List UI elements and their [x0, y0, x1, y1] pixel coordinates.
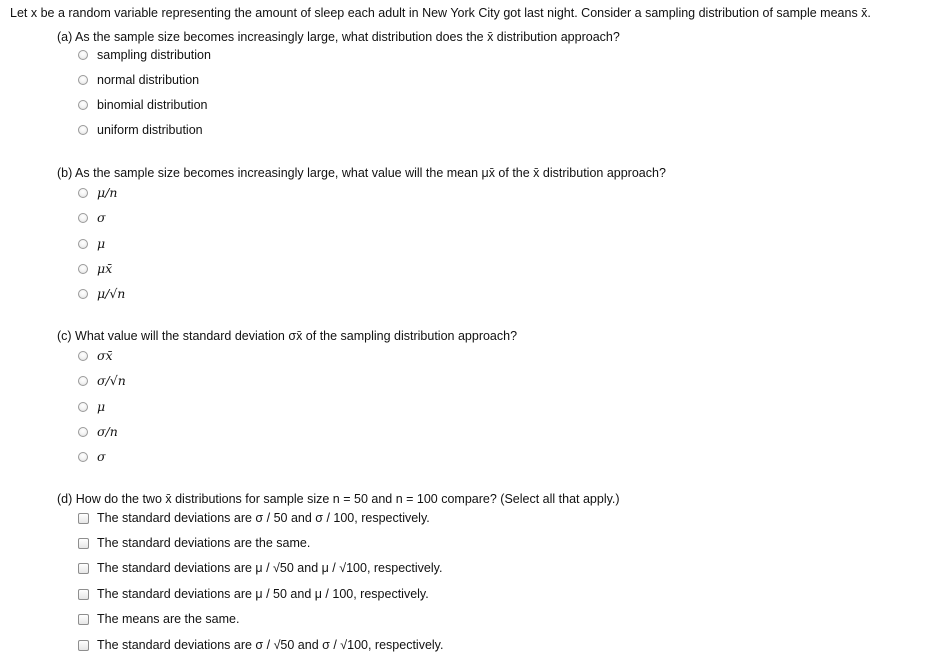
- radio-button[interactable]: [78, 376, 88, 386]
- option-a-2[interactable]: [78, 73, 199, 87]
- option-c-2[interactable]: [78, 373, 126, 388]
- checkbox[interactable]: [78, 589, 89, 600]
- option-label: σ: [97, 210, 106, 225]
- option-label: uniform distribution: [97, 123, 203, 137]
- radio-button[interactable]: [78, 50, 88, 60]
- option-label: σ/√n: [97, 373, 126, 388]
- option-label: σ/n: [97, 424, 118, 439]
- option-c-5[interactable]: [78, 449, 106, 464]
- option-label: The standard deviations are μ / 50 and μ / 100, respectively.: [97, 587, 429, 601]
- option-d-2[interactable]: [78, 536, 310, 550]
- option-d-4[interactable]: [78, 587, 429, 601]
- option-d-5[interactable]: [78, 612, 239, 626]
- radio-button[interactable]: [78, 125, 88, 135]
- radio-button[interactable]: [78, 402, 88, 412]
- checkbox[interactable]: [78, 538, 89, 549]
- option-label: μ/√n: [97, 286, 126, 301]
- option-d-1[interactable]: [78, 511, 430, 525]
- radio-button[interactable]: [78, 213, 88, 223]
- option-label: binomial distribution: [97, 98, 208, 112]
- option-label: The standard deviations are the same.: [97, 536, 311, 550]
- checkbox[interactable]: [78, 563, 89, 574]
- option-c-3[interactable]: [78, 399, 105, 414]
- option-a-4[interactable]: [78, 123, 203, 137]
- option-b-1[interactable]: [78, 185, 117, 200]
- option-label: μ: [97, 399, 106, 414]
- option-label: sampling distribution: [97, 48, 211, 62]
- radio-button[interactable]: [78, 239, 88, 249]
- checkbox[interactable]: [78, 513, 89, 524]
- radio-button[interactable]: [78, 75, 88, 85]
- option-label: μ: [97, 236, 106, 251]
- checkbox[interactable]: [78, 640, 89, 651]
- option-label: The standard deviations are σ / 50 and σ / 100, respectively.: [97, 511, 430, 525]
- option-d-6[interactable]: [78, 638, 443, 652]
- checkbox[interactable]: [78, 614, 89, 625]
- option-label: The means are the same.: [97, 612, 240, 626]
- radio-button[interactable]: [78, 100, 88, 110]
- option-c-1[interactable]: [78, 348, 113, 363]
- problem-intro: Let x be a random variable representing the amount of sleep each adult in New York City got last night. Consider a sampling distribution of sample means x̄.: [10, 6, 871, 20]
- option-a-1[interactable]: [78, 48, 211, 62]
- radio-button[interactable]: [78, 264, 88, 274]
- option-label: The standard deviations are σ / √50 and σ / √100, respectively.: [97, 638, 444, 652]
- radio-button[interactable]: [78, 427, 88, 437]
- option-label: μ/n: [97, 185, 118, 200]
- option-label: σx̄: [97, 348, 113, 363]
- radio-button[interactable]: [78, 351, 88, 361]
- option-b-4[interactable]: [78, 261, 112, 276]
- option-d-3[interactable]: [78, 561, 442, 575]
- option-label: σ: [97, 449, 106, 464]
- question-d: (d) How do the two x̄ distributions for sample size n = 50 and n = 100 compare? (Select all that apply.): [57, 492, 620, 506]
- option-label: The standard deviations are μ / √50 and μ / √100, respectively.: [97, 561, 443, 575]
- question-c: (c) What value will the standard deviation σx̄ of the sampling distribution approach?: [57, 329, 518, 343]
- question-b: (b) As the sample size becomes increasingly large, what value will the mean μx̄ of the x̄ distribution approach?: [57, 166, 666, 180]
- option-label: normal distribution: [97, 73, 200, 87]
- option-b-2[interactable]: [78, 210, 106, 225]
- option-a-3[interactable]: [78, 98, 207, 112]
- question-a: (a) As the sample size becomes increasingly large, what distribution does the x̄ distribution approach?: [57, 30, 620, 44]
- option-label: μx̄: [97, 261, 113, 276]
- option-b-3[interactable]: [78, 236, 105, 251]
- radio-button[interactable]: [78, 452, 88, 462]
- option-c-4[interactable]: [78, 424, 118, 439]
- radio-button[interactable]: [78, 188, 88, 198]
- option-b-5[interactable]: [78, 286, 125, 301]
- radio-button[interactable]: [78, 289, 88, 299]
